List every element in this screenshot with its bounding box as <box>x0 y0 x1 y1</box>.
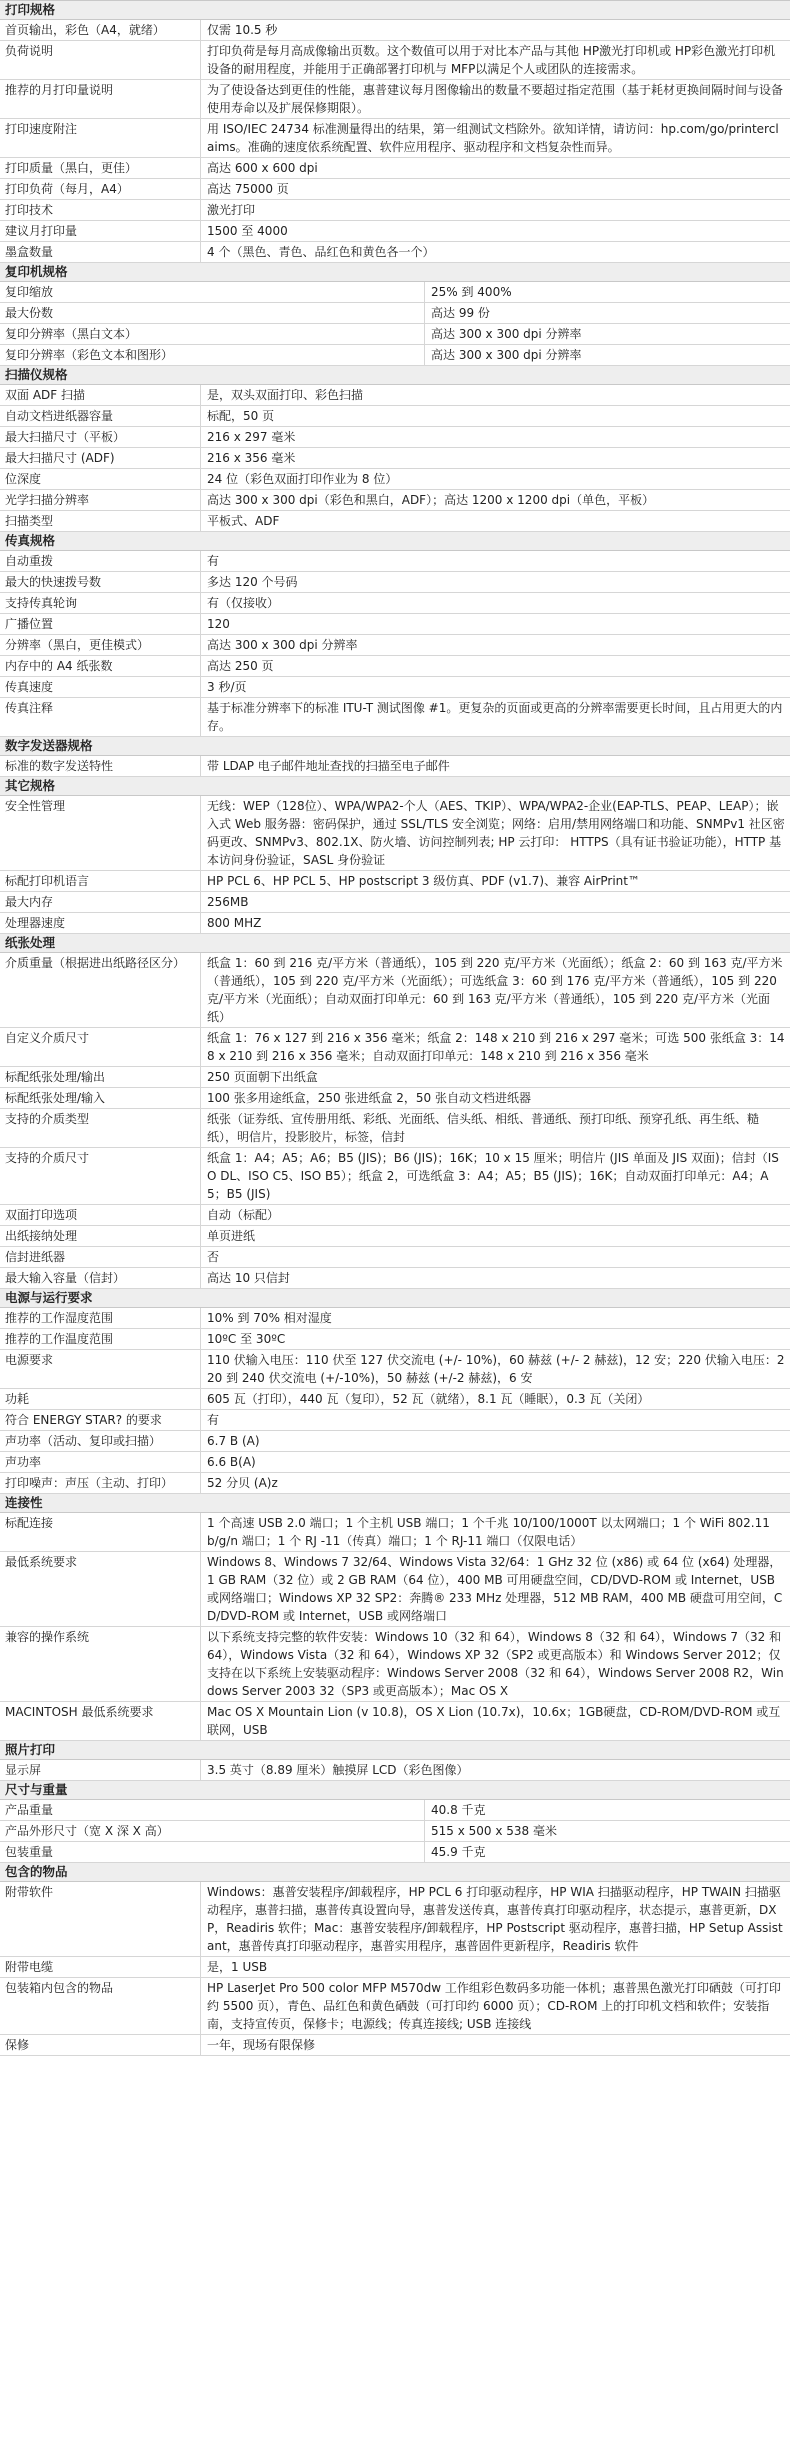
spec-row <box>0 1842 790 1863</box>
spec-label: 最大扫描尺寸 (ADF) <box>5 451 115 465</box>
spec-row <box>0 756 790 777</box>
spec-label: 打印技术 <box>5 203 54 217</box>
spec-value: 10% 到 70% 相对湿度 <box>200 1308 790 1328</box>
section-title: 电源与运行要求 <box>0 1289 790 1308</box>
spec-value: 是，双头双面打印、彩色扫描 <box>200 385 790 405</box>
spec-label: 声功率 <box>5 1455 42 1469</box>
spec-value: 平板式、ADF <box>200 511 790 531</box>
spec-value: 25% 到 400% <box>424 282 790 302</box>
spec-value: 否 <box>200 1247 790 1267</box>
spec-row <box>0 796 790 871</box>
spec-row <box>0 614 790 635</box>
spec-label: 复印缩放 <box>5 285 54 299</box>
spec-value: 24 位（彩色双面打印作业为 8 位） <box>200 469 790 489</box>
spec-label: 自定义介质尺寸 <box>5 1031 90 1045</box>
spec-row <box>0 1410 790 1431</box>
spec-label: 最大内存 <box>5 895 54 909</box>
spec-row <box>0 119 790 158</box>
spec-label: 打印质量（黑白，更佳） <box>5 161 138 175</box>
spec-row <box>0 635 790 656</box>
spec-section <box>0 1863 790 2056</box>
spec-value: 256MB <box>200 892 790 912</box>
spec-label: 负荷说明 <box>5 44 54 58</box>
spec-value: 高达 99 份 <box>424 303 790 323</box>
spec-value: 标配，50 页 <box>200 406 790 426</box>
section-title: 照片打印 <box>0 1741 790 1760</box>
spec-label: 自动重拨 <box>5 554 54 568</box>
spec-row <box>0 1452 790 1473</box>
spec-section <box>0 532 790 737</box>
spec-value: 多达 120 个号码 <box>200 572 790 592</box>
spec-value: 1500 至 4000 <box>200 221 790 241</box>
spec-row <box>0 1028 790 1067</box>
spec-label: 包装重量 <box>5 1845 54 1859</box>
spec-label: 分辨率（黑白，更佳模式） <box>5 638 150 652</box>
spec-row <box>0 242 790 263</box>
spec-value: 515 x 500 x 538 毫米 <box>424 1821 790 1841</box>
spec-row <box>0 593 790 614</box>
spec-value: Windows：惠普安装程序/卸载程序，HP PCL 6 打印驱动程序，HP WIA 扫描驱动程序，HP TWAIN 扫描驱动程序，惠普扫描，惠普传真设置向导，惠普发送传真，惠普传真打印驱动程序，状态提示，惠普更新，DXP，Readiris 软件；Mac：惠普安装程序/卸载程序，HP Postscript 驱动程序，惠普扫描，HP Setup Assistant，惠普传真打印驱动程序，惠普实用程序，惠普固件更新程序，Readiris 软件 <box>200 1882 790 1956</box>
spec-row <box>0 200 790 221</box>
spec-row <box>0 41 790 80</box>
spec-label: 电源要求 <box>5 1353 54 1367</box>
spec-label: 支持的介质类型 <box>5 1112 90 1126</box>
spec-row <box>0 158 790 179</box>
section-title: 打印规格 <box>0 1 790 20</box>
spec-section <box>0 1781 790 1863</box>
spec-section <box>0 1289 790 1494</box>
spec-label: 包装箱内包含的物品 <box>5 1981 114 1995</box>
spec-label: 最大的快速拨号数 <box>5 575 102 589</box>
spec-label: 打印噪声：声压（主动、打印） <box>5 1476 174 1490</box>
spec-value: 为了使设备达到更佳的性能，惠普建议每月图像输出的数量不要超过指定范围（基于耗材更换间隔时间与设备使用寿命以及扩展保修期限）。 <box>200 80 790 118</box>
spec-row <box>0 324 790 345</box>
spec-value: 纸盒 1：76 x 127 到 216 x 356 毫米；纸盒 2：148 x 210 到 216 x 297 毫米；可选 500 张纸盒 3：148 x 210 到 216 x 356 毫米；自动双面打印单元：148 x 210 到 216 x 356 毫米 <box>200 1028 790 1066</box>
spec-row <box>0 448 790 469</box>
spec-row <box>0 1957 790 1978</box>
section-title: 复印机规格 <box>0 263 790 282</box>
spec-value: 一年，现场有限保修 <box>200 2035 790 2055</box>
spec-row <box>0 1627 790 1702</box>
spec-row <box>0 1702 790 1741</box>
spec-row <box>0 469 790 490</box>
spec-row <box>0 80 790 119</box>
spec-section <box>0 1 790 263</box>
spec-label: 光学扫描分辨率 <box>5 493 90 507</box>
spec-row <box>0 490 790 511</box>
spec-value: 是，1 USB <box>200 1957 790 1977</box>
spec-row <box>0 572 790 593</box>
spec-row <box>0 1473 790 1494</box>
spec-label: 标配纸张处理/输入 <box>5 1091 106 1105</box>
spec-label: 打印速度附注 <box>5 122 78 136</box>
spec-row <box>0 1329 790 1350</box>
spec-value: 有 <box>200 551 790 571</box>
spec-value: 仅需 10.5 秒 <box>200 20 790 40</box>
spec-label: 保修 <box>5 2038 30 2052</box>
spec-row <box>0 511 790 532</box>
spec-value: 打印负荷是每月高成像输出页数。这个数值可以用于对比本产品与其他 HP激光打印机或 HP彩色激光打印机设备的耐用程度，并能用于正确部署打印机与 MFP以满足个人或团队的连接需求。 <box>200 41 790 79</box>
spec-row <box>0 1308 790 1329</box>
spec-value: 高达 300 x 300 dpi 分辨率 <box>200 635 790 655</box>
spec-label: 最大扫描尺寸（平板） <box>5 430 126 444</box>
spec-value: 纸张（证券纸、宣传册用纸、彩纸、光面纸、信头纸、相纸、普通纸、预打印纸、预穿孔纸、再生纸、糙纸），明信片，投影胶片，标签，信封 <box>200 1109 790 1147</box>
spec-row <box>0 1268 790 1289</box>
spec-label: 产品外形尺寸（宽 X 深 X 高） <box>5 1824 169 1838</box>
spec-value: 45.9 千克 <box>424 1842 790 1862</box>
spec-section <box>0 1494 790 1741</box>
spec-row <box>0 427 790 448</box>
spec-label: 双面打印选项 <box>5 1208 78 1222</box>
spec-value: 高达 600 x 600 dpi <box>200 158 790 178</box>
spec-label: 推荐的工作湿度范围 <box>5 1311 114 1325</box>
spec-row <box>0 871 790 892</box>
spec-label: 信封进纸器 <box>5 1250 66 1264</box>
spec-label: 推荐的月打印量说明 <box>5 83 114 97</box>
spec-value: HP PCL 6、HP PCL 5、HP postscript 3 级仿真、PDF (v1.7)、兼容 AirPrint™ <box>200 871 790 891</box>
spec-row <box>0 345 790 366</box>
spec-row <box>0 303 790 324</box>
spec-row <box>0 20 790 41</box>
spec-label: 双面 ADF 扫描 <box>5 388 85 402</box>
spec-value: 3.5 英寸（8.89 厘米）触摸屏 LCD（彩色图像） <box>200 1760 790 1780</box>
spec-label: 出纸接纳处理 <box>5 1229 78 1243</box>
spec-label: 处理器速度 <box>5 916 66 930</box>
spec-row <box>0 1800 790 1821</box>
spec-value: 100 张多用途纸盒，250 张进纸盒 2，50 张自动文档进纸器 <box>200 1088 790 1108</box>
spec-label: 最大份数 <box>5 306 54 320</box>
spec-label: 附带电缆 <box>5 1960 54 1974</box>
section-title: 传真规格 <box>0 532 790 551</box>
section-title: 纸张处理 <box>0 934 790 953</box>
spec-value: 高达 75000 页 <box>200 179 790 199</box>
spec-value: 110 伏输入电压：110 伏至 127 伏交流电 (+/- 10%)，60 赫兹 (+/- 2 赫兹)，12 安；220 伏输入电压：220 到 240 伏交流电 (+/-10%)，50 赫兹 (+/-2 赫兹)，6 安 <box>200 1350 790 1388</box>
spec-row <box>0 1821 790 1842</box>
spec-value: 10ºC 至 30ºC <box>200 1329 790 1349</box>
spec-row <box>0 551 790 572</box>
spec-value: 有（仅接收） <box>200 593 790 613</box>
section-title: 扫描仪规格 <box>0 366 790 385</box>
spec-label: 最大输入容量（信封） <box>5 1271 126 1285</box>
section-title: 数字发送器规格 <box>0 737 790 756</box>
spec-row <box>0 1513 790 1552</box>
spec-value: Mac OS X Mountain Lion (v 10.8)，OS X Lion (10.7x)，10.6x；1GB硬盘，CD-ROM/DVD-ROM 或互联网，USB <box>200 1702 790 1740</box>
spec-label: 支持传真轮询 <box>5 596 78 610</box>
spec-label: 标配纸张处理/输出 <box>5 1070 106 1084</box>
spec-label: 介质重量（根据进出纸路径区分） <box>5 956 186 970</box>
spec-row <box>0 406 790 427</box>
spec-value: 有 <box>200 1410 790 1430</box>
section-title: 连接性 <box>0 1494 790 1513</box>
spec-label: 传真速度 <box>5 680 54 694</box>
spec-value: 自动（标配） <box>200 1205 790 1225</box>
spec-row <box>0 1088 790 1109</box>
spec-label: 标准的数字发送特性 <box>5 759 114 773</box>
spec-value: 无线：WEP（128位）、WPA/WPA2-个人（AES、TKIP）、WPA/WPA2-企业(EAP-TLS、PEAP、LEAP）；嵌入式 Web 服务器：密码保护，通过 SSL/TLS 安全浏览；网络：启用/禁用网络端口和功能、SNMPv1 社区密码更改、SNMPv3、802.1X、防火墙、访问控制列表; HP 云打印： HTTPS（具有证书验证功能），HTTP 基本访问身份验证，SASL 身份验证 <box>200 796 790 870</box>
spec-row <box>0 179 790 200</box>
spec-value: 激光打印 <box>200 200 790 220</box>
spec-row <box>0 1389 790 1410</box>
spec-value: HP LaserJet Pro 500 color MFP M570dw 工作组彩色数码多功能一体机；惠普黑色激光打印硒鼓（可打印约 5500 页），青色、品红色和黄色硒鼓（可打印约 6000 页）；CD-ROM 上的打印机文档和软件；安装指南，支持宣传页，保修卡；电源线；传真连接线; USB 连接线 <box>200 1978 790 2034</box>
spec-value: 6.7 B (A) <box>200 1431 790 1451</box>
spec-value: 40.8 千克 <box>424 1800 790 1820</box>
spec-label: 显示屏 <box>5 1763 42 1777</box>
spec-section <box>0 366 790 532</box>
spec-label: 建议月打印量 <box>5 224 78 238</box>
spec-value: 800 MHZ <box>200 913 790 933</box>
section-title: 包含的物品 <box>0 1863 790 1882</box>
spec-section <box>0 777 790 934</box>
spec-label: 扫描类型 <box>5 514 54 528</box>
spec-value: 52 分贝 (A)z <box>200 1473 790 1493</box>
spec-value: 单页进纸 <box>200 1226 790 1246</box>
spec-value: 用 ISO/IEC 24734 标准测量得出的结果，第一组测试文档除外。欲知详情，请访问：hp.com/go/printerclaims。准确的速度依系统配置、软件应用程序、驱动程序和文档复杂性而异。 <box>200 119 790 157</box>
spec-label: MACINTOSH 最低系统要求 <box>5 1705 154 1719</box>
spec-value: 4 个（黑色、青色、品红色和黄色各一个） <box>200 242 790 262</box>
spec-row <box>0 385 790 406</box>
section-title: 其它规格 <box>0 777 790 796</box>
spec-label: 首页输出，彩色（A4，就绪） <box>5 23 165 37</box>
spec-label: 兼容的操作系统 <box>5 1630 90 1644</box>
spec-row <box>0 1226 790 1247</box>
spec-value: 3 秒/页 <box>200 677 790 697</box>
spec-row <box>0 1350 790 1389</box>
spec-row <box>0 221 790 242</box>
spec-value: 216 x 297 毫米 <box>200 427 790 447</box>
spec-label: 内存中的 A4 纸张数 <box>5 659 113 673</box>
spec-label: 标配打印机语言 <box>5 874 90 888</box>
spec-label: 附带软件 <box>5 1885 54 1899</box>
spec-row <box>0 282 790 303</box>
spec-value: Windows 8、Windows 7 32/64、Windows Vista 32/64：1 GHz 32 位 (x86) 或 64 位 (x64) 处理器，1 GB RAM（32 位）或 2 GB RAM（64 位），400 MB 可用硬盘空间，CD/DVD-ROM 或 Internet，USB 或网络端口；Windows XP 32 SP2：奔腾® 233 MHz 处理器，512 MB RAM，400 MB 硬盘可用空间，CD/DVD-ROM 或 Internet，USB 或网络端口 <box>200 1552 790 1626</box>
spec-label: 传真注释 <box>5 701 54 715</box>
spec-value: 纸盒 1：A4；A5；A6；B5 (JIS)；B6 (JIS)；16K；10 x 15 厘米；明信片 (JIS 单面及 JIS 双面)；信封（ISO DL、ISO C5、ISO B5）；纸盒 2，可选纸盒 3：A4；A5；B5 (JIS)；16K；自动双面打印单元：A4；A5；B5 (JIS) <box>200 1148 790 1204</box>
spec-section <box>0 737 790 777</box>
spec-value: 250 页面朝下出纸盒 <box>200 1067 790 1087</box>
spec-label: 推荐的工作温度范围 <box>5 1332 114 1346</box>
spec-label: 安全性管理 <box>5 799 66 813</box>
spec-value: 1 个高速 USB 2.0 端口；1 个主机 USB 端口；1 个千兆 10/100/1000T 以太网端口；1 个 WiFi 802.11 b/g/n 端口；1 个 RJ -11（传真）端口；1 个 RJ-11 端口（仅限电话） <box>200 1513 790 1551</box>
spec-section <box>0 1741 790 1781</box>
spec-label: 复印分辨率（彩色文本和图形） <box>5 348 174 362</box>
spec-row <box>0 1109 790 1148</box>
spec-row <box>0 677 790 698</box>
spec-label: 标配连接 <box>5 1516 54 1530</box>
spec-label: 打印负荷（每月，A4） <box>5 182 129 196</box>
spec-row <box>0 2035 790 2056</box>
spec-value: 高达 300 x 300 dpi（彩色和黑白，ADF）；高达 1200 x 1200 dpi（单色，平板） <box>200 490 790 510</box>
section-title: 尺寸与重量 <box>0 1781 790 1800</box>
spec-row <box>0 656 790 677</box>
spec-label: 位深度 <box>5 472 42 486</box>
spec-label: 最低系统要求 <box>5 1555 78 1569</box>
spec-value: 纸盒 1：60 到 216 克/平方米（普通纸），105 到 220 克/平方米（光面纸）；纸盒 2：60 到 163 克/平方米（普通纸），105 到 220 克/平方米（光面纸）；可选纸盒 3：60 到 176 克/平方米（普通纸），105 到 220 克/平方米（光面纸）；自动双面打印单元：60 到 163 克/平方米（普通纸），105 到 220 克/平方米（光面纸） <box>200 953 790 1027</box>
spec-value: 6.6 B(A) <box>200 1452 790 1472</box>
spec-label: 支持的介质尺寸 <box>5 1151 90 1165</box>
spec-row <box>0 892 790 913</box>
spec-label: 功耗 <box>5 1392 30 1406</box>
spec-label: 声功率（活动、复印或扫描） <box>5 1434 162 1448</box>
spec-label: 墨盒数量 <box>5 245 54 259</box>
spec-value: 高达 300 x 300 dpi 分辨率 <box>424 324 790 344</box>
spec-row <box>0 698 790 737</box>
spec-row <box>0 1760 790 1781</box>
spec-row <box>0 1205 790 1226</box>
spec-label: 自动文档进纸器容量 <box>5 409 114 423</box>
spec-value: 605 瓦（打印），440 瓦（复印），52 瓦（就绪），8.1 瓦（睡眠），0.3 瓦（关闭） <box>200 1389 790 1409</box>
spec-value: 以下系统支持完整的软件安装：Windows 10（32 和 64），Windows 8（32 和 64），Windows 7（32 和 64），Windows Vista（32 和 64），Windows XP 32（SP2 或更高版本）和 Windows Server 2012；仅支持在以下系统上安装驱动程序：Windows Server 2008（32 和 64），Windows Server 2008 R2，Windows Server 2003 32（SP3 或更高版本）；Mac OS X <box>200 1627 790 1701</box>
spec-row <box>0 1431 790 1452</box>
spec-value: 216 x 356 毫米 <box>200 448 790 468</box>
spec-row <box>0 953 790 1028</box>
spec-label: 复印分辨率（黑白文本） <box>5 327 138 341</box>
spec-row <box>0 1067 790 1088</box>
spec-row <box>0 1247 790 1268</box>
spec-label: 产品重量 <box>5 1803 54 1817</box>
spec-row <box>0 1978 790 2035</box>
spec-value: 高达 300 x 300 dpi 分辨率 <box>424 345 790 365</box>
spec-row <box>0 1552 790 1627</box>
spec-value: 高达 250 页 <box>200 656 790 676</box>
spec-label: 广播位置 <box>5 617 54 631</box>
spec-row <box>0 913 790 934</box>
spec-value: 120 <box>200 614 790 634</box>
spec-row <box>0 1148 790 1205</box>
spec-label: 符合 ENERGY STAR? 的要求 <box>5 1413 162 1427</box>
spec-value: 带 LDAP 电子邮件地址查找的扫描至电子邮件 <box>200 756 790 776</box>
spec-row <box>0 1882 790 1957</box>
spec-section <box>0 263 790 366</box>
spec-value: 基于标准分辨率下的标准 ITU-T 测试图像 #1。更复杂的页面或更高的分辨率需要更长时间，且占用更大的内存。 <box>200 698 790 736</box>
spec-section <box>0 934 790 1289</box>
spec-value: 高达 10 只信封 <box>200 1268 790 1288</box>
